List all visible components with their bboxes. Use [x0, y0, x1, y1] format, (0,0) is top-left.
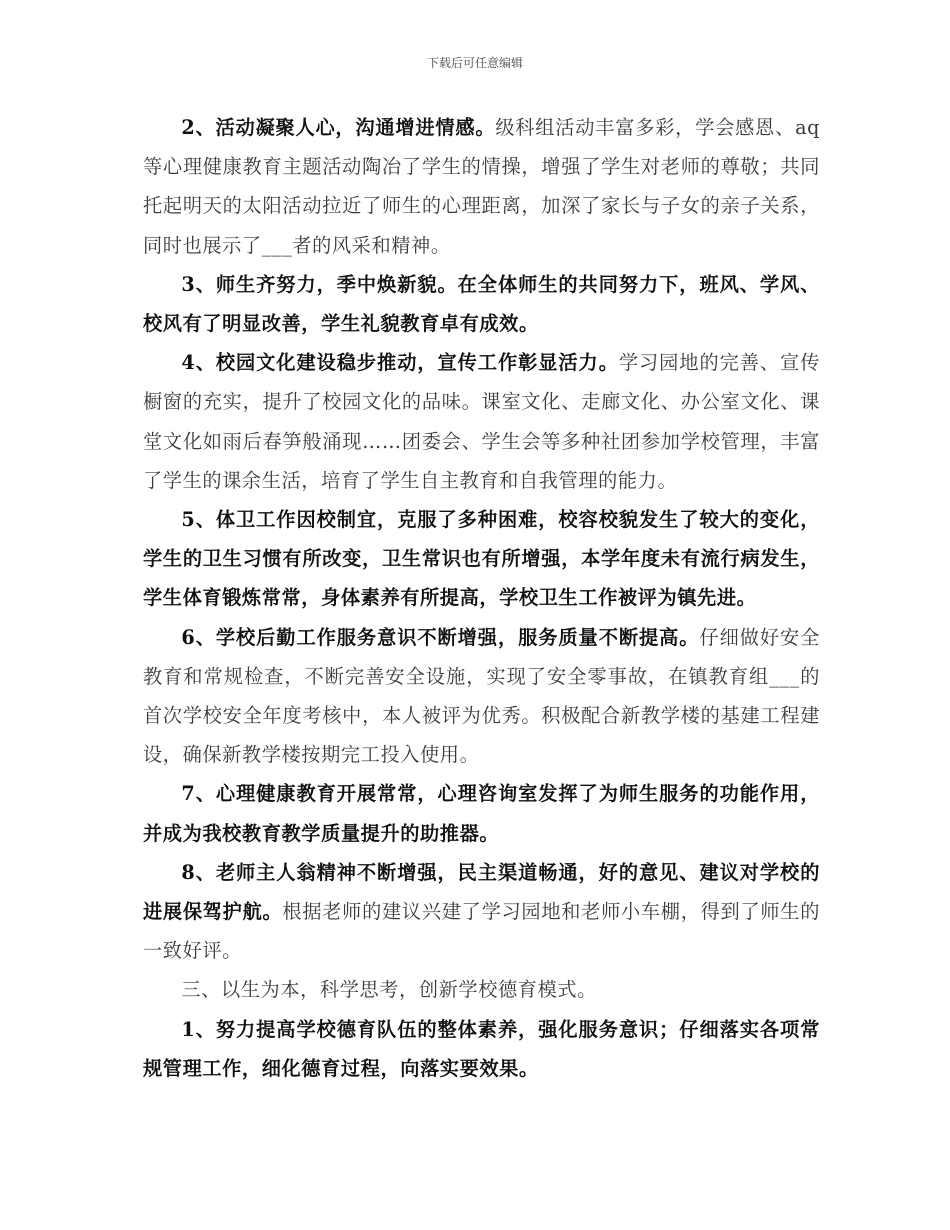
paragraph-heading: 3、师生齐努力，季中焕新貌。在全体师生的共同努力下，班风、学风、校风有了明显改善，学生礼貌教育卓有成效。: [143, 272, 820, 336]
page-header: 下载后可任意编辑: [426, 56, 523, 70]
paragraph-text: 学习园地的完善、宣传橱窗的充实，提升了校园文化的品味。课室文化、走廊文化、办公室文化、课堂文化如雨后春笋般涌现……团委会、学生会等多种社团参加学校管理，丰富了学生的课余生活，培育了学生自主教育和自我管理的能力。: [143, 351, 820, 492]
paragraph-2: [143, 108, 820, 265]
paragraph-heading: 7、心理健康教育开展常常，心理咨询室发挥了为师生服务的功能作用，并成为我校教育教学质量提升的助推器。: [143, 782, 820, 845]
document-body: [143, 108, 820, 1088]
paragraph-heading: 4、校园文化建设稳步推动，宣传工作彰显活力。: [181, 351, 619, 375]
paragraph-heading: 8、老师主人翁精神不断增强，民主渠道畅通，好的意见、建议对学校的进展保驾护航。: [143, 860, 820, 924]
paragraph-section3-1: [143, 1010, 820, 1088]
paragraph-6: [143, 618, 820, 775]
paragraph-text: 仔细做好安全教育和常规检查，不断完善安全设施，实现了安全零事故，在镇教育组___的首次学校安全年度考核中，本人被评为优秀。积极配合新教学楼的基建工程建设，确保新教学楼按期完工投入使用。: [143, 625, 820, 767]
paragraph-5: [143, 500, 820, 618]
paragraph-text: 根据老师的建议兴建了学习园地和老师小车棚，得到了师生的一致好评。: [143, 900, 821, 963]
paragraph-text: 级科组活动丰富多彩，学会感恩、aq等心理健康教育主题活动陶冶了学生的情操，增强了学生对老师的尊敬；共同托起明天的太阳活动拉近了师生的心理距离，加深了家长与子女的亲子关系，同时也展示了___者的风采和精神。: [143, 116, 821, 257]
paragraph-4: [143, 343, 820, 500]
paragraph-7: [143, 774, 820, 852]
paragraph-heading: 1、努力提高学校德育队伍的整体素养，强化服务意识；仔细落实各项常规管理工作，细化德育过程，向落实要效果。: [143, 1017, 820, 1080]
paragraph-heading: 2、活动凝聚人心，沟通增进情感。: [181, 116, 496, 139]
paragraph-8: [143, 853, 820, 971]
paragraph-heading: 5、体卫工作因校制宜，克服了多种困难，校容校貌发生了较大的变化，学生的卫生习惯有所改变，卫生常识也有所增强，本学年度未有流行病发生，学生体育锻炼常常，身体素养有所提高，学校卫生工作被评为镇先进。: [143, 508, 820, 610]
paragraph-3: [143, 265, 820, 343]
paragraph-text: 三、以生为本，科学思考，创新学校德育模式。: [181, 978, 597, 1002]
section-heading-3: [143, 970, 820, 1009]
paragraph-heading: 6、学校后勤工作服务意识不断增强，服务质量不断提高。: [181, 625, 700, 649]
